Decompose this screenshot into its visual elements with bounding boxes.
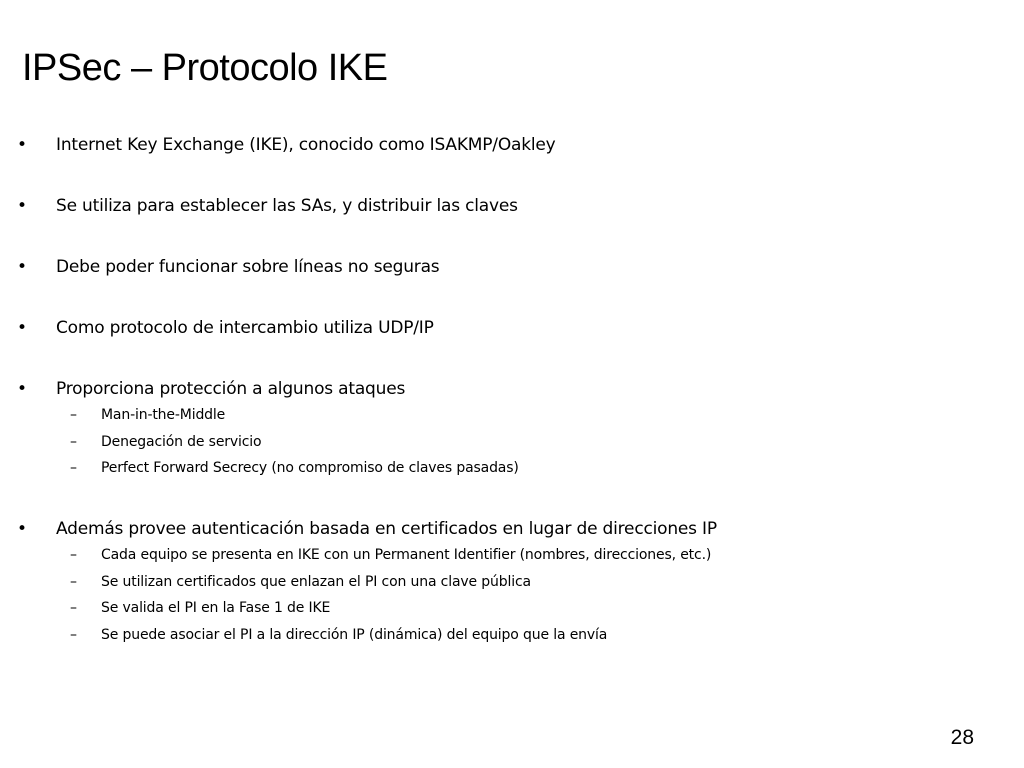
sub-item [0,429,1000,456]
sub-bullet-mark: – [70,547,77,563]
bullet-item [0,315,1000,341]
sub-item [0,622,1000,649]
sub-item [0,455,1000,482]
sub-item-text: Se puede asociar el PI a la dirección IP (dinámica) del equipo que la envía [101,626,608,643]
sub-item [0,595,1000,622]
bullet-item [0,193,1000,219]
bullet-text: Se utiliza para establecer las SAs, y distribuir las claves [56,196,518,216]
page-number: 28 [950,726,974,749]
sub-item-text: Se valida el PI en la Fase 1 de IKE [101,600,331,616]
bullet-mark: • [17,318,28,338]
sub-item [0,402,1000,429]
bullet-text: Como protocolo de intercambio utiliza UDP/IP [56,318,434,338]
bullet-mark: • [17,196,28,216]
sub-bullet-mark: – [70,460,77,476]
sub-bullet-mark: – [70,626,77,643]
sub-item [0,569,1000,596]
bullet-mark: • [17,379,28,399]
sub-item-text: Cada equipo se presenta en IKE con un Permanent Identifier (nombres, direcciones, etc.) [101,547,712,563]
sub-item-text: Perfect Forward Secrecy (no compromiso de claves pasadas) [101,460,519,476]
sub-item-text: Man-in-the-Middle [101,407,226,423]
sub-item-text: Se utilizan certificados que enlazan el PI con una clave pública [101,573,531,590]
sub-bullet-mark: – [70,573,77,590]
sub-item [0,542,1000,569]
bullet-text: Proporciona protección a algunos ataques [56,379,406,399]
sub-bullet-mark: – [70,407,77,423]
bullet-text: Internet Key Exchange (IKE), conocido como ISAKMP/Oakley [56,135,556,155]
sub-bullet-mark: – [70,433,77,450]
bullet-item [0,132,1000,158]
bullet-item [0,516,1000,648]
bullet-text: Además provee autenticación basada en certificados en lugar de direcciones IP [56,519,717,539]
bullet-mark: • [17,257,28,277]
bullet-mark: • [17,135,28,155]
bullet-item [0,376,1000,482]
sub-bullet-mark: – [70,600,77,616]
sub-item-text: Denegación de servicio [101,433,262,450]
slide-title: IPSec – Protocolo IKE [22,47,388,89]
bullet-item [0,254,1000,280]
bullet-mark: • [17,519,28,539]
bullet-text: Debe poder funcionar sobre líneas no seguras [56,257,440,277]
